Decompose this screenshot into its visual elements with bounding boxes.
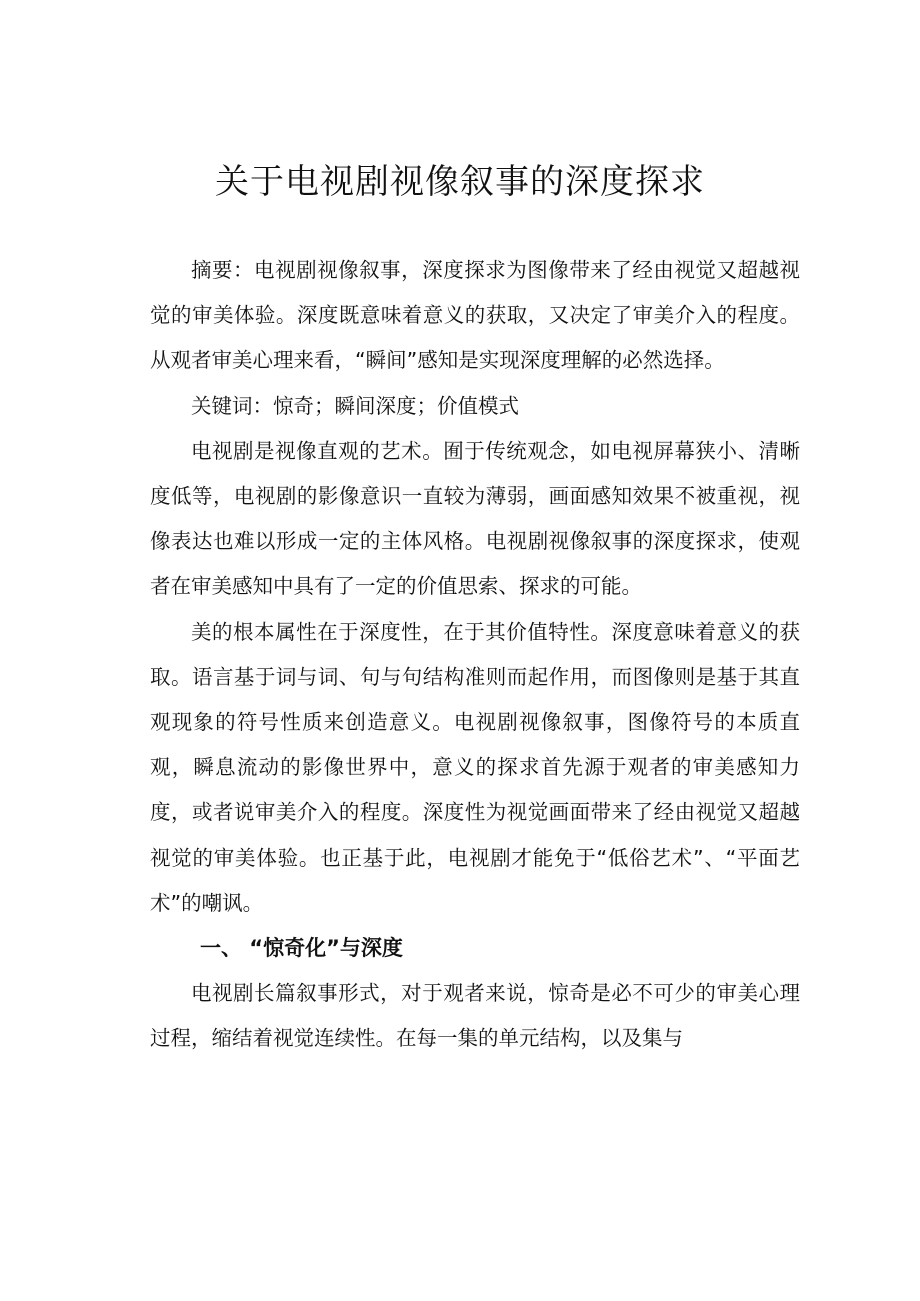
body-paragraph-3: 电视剧长篇叙事形式，对于观者来说，惊奇是必不可少的审美心理过程，缩结着视觉连续性。在每一集的单元结构，以及集与 [150,981,800,1051]
body-paragraph-1: 电视剧是视像直观的艺术。囿于传统观念，如电视屏幕狭小、清晰度低等，电视剧的影像意识一直较为薄弱，画面感知效果不被重视，视像表达也难以形成一定的主体风格。电视剧视像叙事的深度探求，使观者在审美感知中具有了一定的价值思索、探求的可能。 [150,438,800,599]
page-title: 关于电视剧视像叙事的深度探求 [215,162,705,202]
body-paragraph-2: 美的根本属性在于深度性，在于其价值特性。深度意味着意义的获取。语言基于词与词、句与句结构准则而起作用，而图像则是基于其直观现象的符号性质来创造意义。电视剧视像叙事，图像符号的本质直观，瞬息流动的影像世界中，意义的探求首先源于观者的审美感知力度，或者说审美介入的程度。深度性为视觉画面带来了经由视觉又超越视觉的审美体验。也正基于此，电视剧才能免于“低俗艺术”、“平面艺术”的嘲讽。 [150,619,800,915]
section-heading-1: 一、 “惊奇化”与深度 [200,936,403,961]
abstract-paragraph: 摘要：电视剧视像叙事，深度探求为图像带来了经由视觉又超越视觉的审美体验。深度既意味着意义的获取，又决定了审美介入的程度。从观者审美心理来看，“瞬间”感知是实现深度理解的必然选择。 [150,258,800,373]
document-body [150,248,800,1062]
keywords-line: 关键词：惊奇；瞬间深度；价值模式 [191,393,519,418]
